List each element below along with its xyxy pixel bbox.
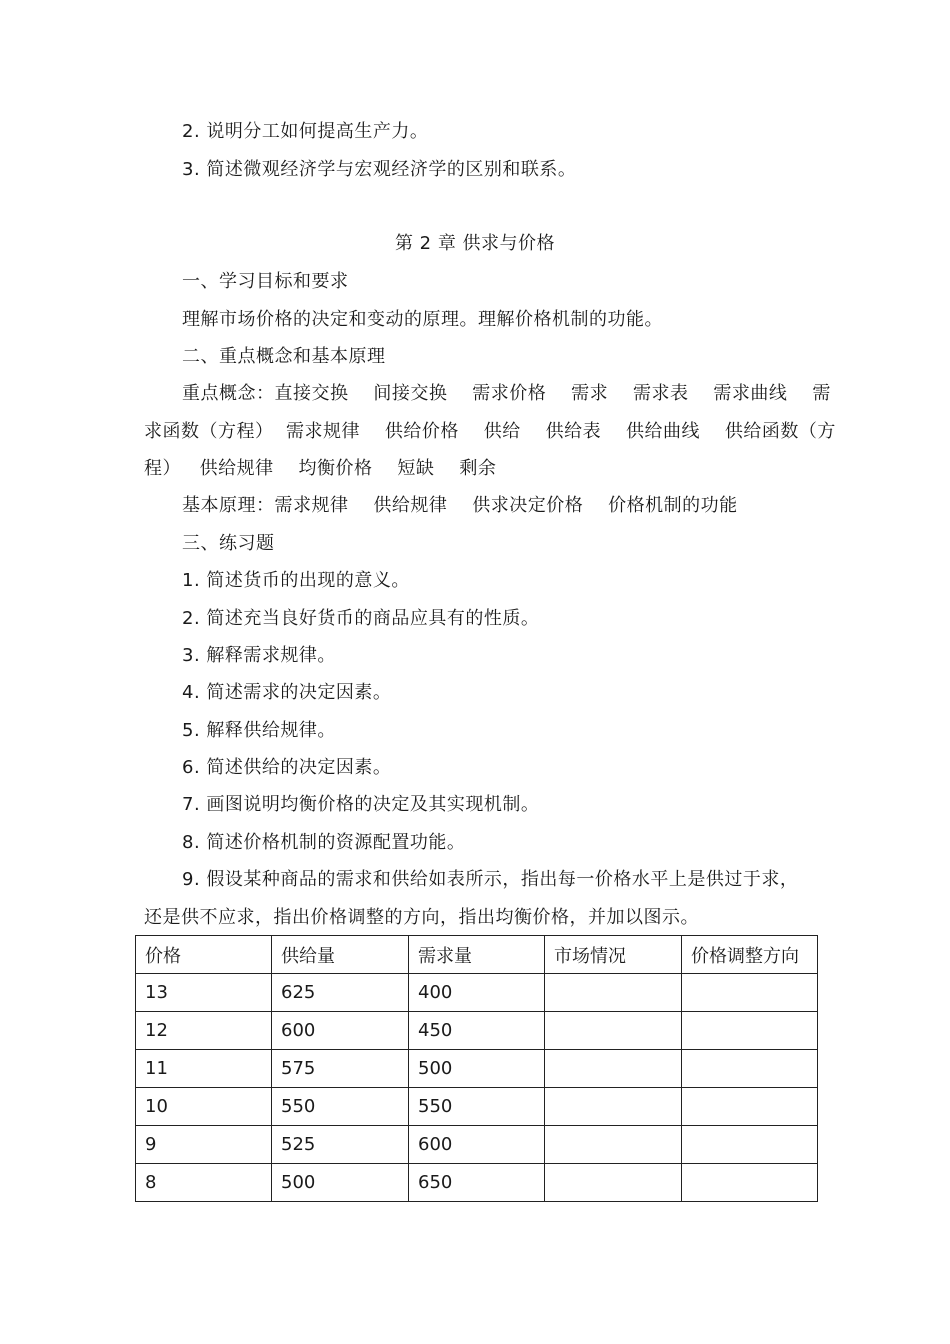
cell-market-situation [545,1088,682,1126]
cell-price-adjustment [682,1164,818,1202]
key-concepts-line-1: 重点概念：直接交换 间接交换 需求价格 需求 需求表 需求曲线 需 [182,383,831,404]
exercise-1: 1. 简述货币的出现的意义。 [182,570,410,591]
cell-price-adjustment [682,1012,818,1050]
key-concepts-line-2: 求函数（方程） 需求规律 供给价格 供给 供给表 供给曲线 供给函数（方 [144,421,836,442]
chapter-title: 第 2 章 供求与价格 [394,233,556,254]
table-row [136,1164,818,1202]
cell-supply: 575 [272,1050,409,1088]
cell-price-adjustment [682,1088,818,1126]
cell-demand: 550 [409,1088,545,1126]
key-concepts-line-3: 程） 供给规律 均衡价格 短缺 剩余 [144,458,497,479]
exercise-7: 7. 画图说明均衡价格的决定及其实现机制。 [182,794,540,815]
cell-supply: 600 [272,1012,409,1050]
cell-demand: 500 [409,1050,545,1088]
cell-supply: 525 [272,1126,409,1164]
exercise-9-line-2: 还是供不应求，指出价格调整的方向，指出均衡价格，并加以图示。 [144,907,699,928]
header-supply-quantity: 供给量 [272,936,409,974]
table-row [136,974,818,1012]
header-demand-quantity: 需求量 [409,936,545,974]
supply-demand-table [135,935,818,1202]
cell-supply: 625 [272,974,409,1012]
cell-market-situation [545,1050,682,1088]
cell-demand: 400 [409,974,545,1012]
cell-price: 12 [136,1012,272,1050]
cell-market-situation [545,974,682,1012]
cell-supply: 550 [272,1088,409,1126]
header-price-adjustment: 价格调整方向 [682,936,818,974]
exercise-3: 3. 解释需求规律。 [182,645,336,666]
exercise-5: 5. 解释供给规律。 [182,720,336,741]
exercise-2: 2. 简述充当良好货币的商品应具有的性质。 [182,608,540,629]
basic-principles: 基本原理：需求规律 供给规律 供求决定价格 价格机制的功能 [182,495,738,516]
section-heading-1: 一、学习目标和要求 [182,271,349,292]
cell-price: 11 [136,1050,272,1088]
header-price: 价格 [136,936,272,974]
cell-demand: 650 [409,1164,545,1202]
table-row [136,1012,818,1050]
cell-market-situation [545,1012,682,1050]
table-row [136,1050,818,1088]
table-header-row [136,936,818,974]
exercise-6: 6. 简述供给的决定因素。 [182,757,392,778]
section-heading-2: 二、重点概念和基本原理 [182,346,386,367]
cell-price-adjustment [682,1126,818,1164]
table-row [136,1126,818,1164]
cell-demand: 450 [409,1012,545,1050]
cell-demand: 600 [409,1126,545,1164]
cell-price-adjustment [682,974,818,1012]
cell-market-situation [545,1126,682,1164]
question-2: 2. 说明分工如何提高生产力。 [182,121,429,142]
cell-price: 9 [136,1126,272,1164]
exercise-4: 4. 简述需求的决定因素。 [182,682,392,703]
section-heading-3: 三、练习题 [182,533,275,554]
cell-supply: 500 [272,1164,409,1202]
cell-price: 10 [136,1088,272,1126]
cell-price: 8 [136,1164,272,1202]
table-row [136,1088,818,1126]
cell-market-situation [545,1164,682,1202]
cell-price: 13 [136,974,272,1012]
cell-price-adjustment [682,1050,818,1088]
question-3: 3. 简述微观经济学与宏观经济学的区别和联系。 [182,159,577,180]
exercise-8: 8. 简述价格机制的资源配置功能。 [182,832,466,853]
exercise-9-line-1: 9. 假设某种商品的需求和供给如表所示，指出每一价格水平上是供过于求， [182,869,799,890]
header-market-situation: 市场情况 [545,936,682,974]
section-1-text: 理解市场价格的决定和变动的原理。理解价格机制的功能。 [182,309,663,330]
